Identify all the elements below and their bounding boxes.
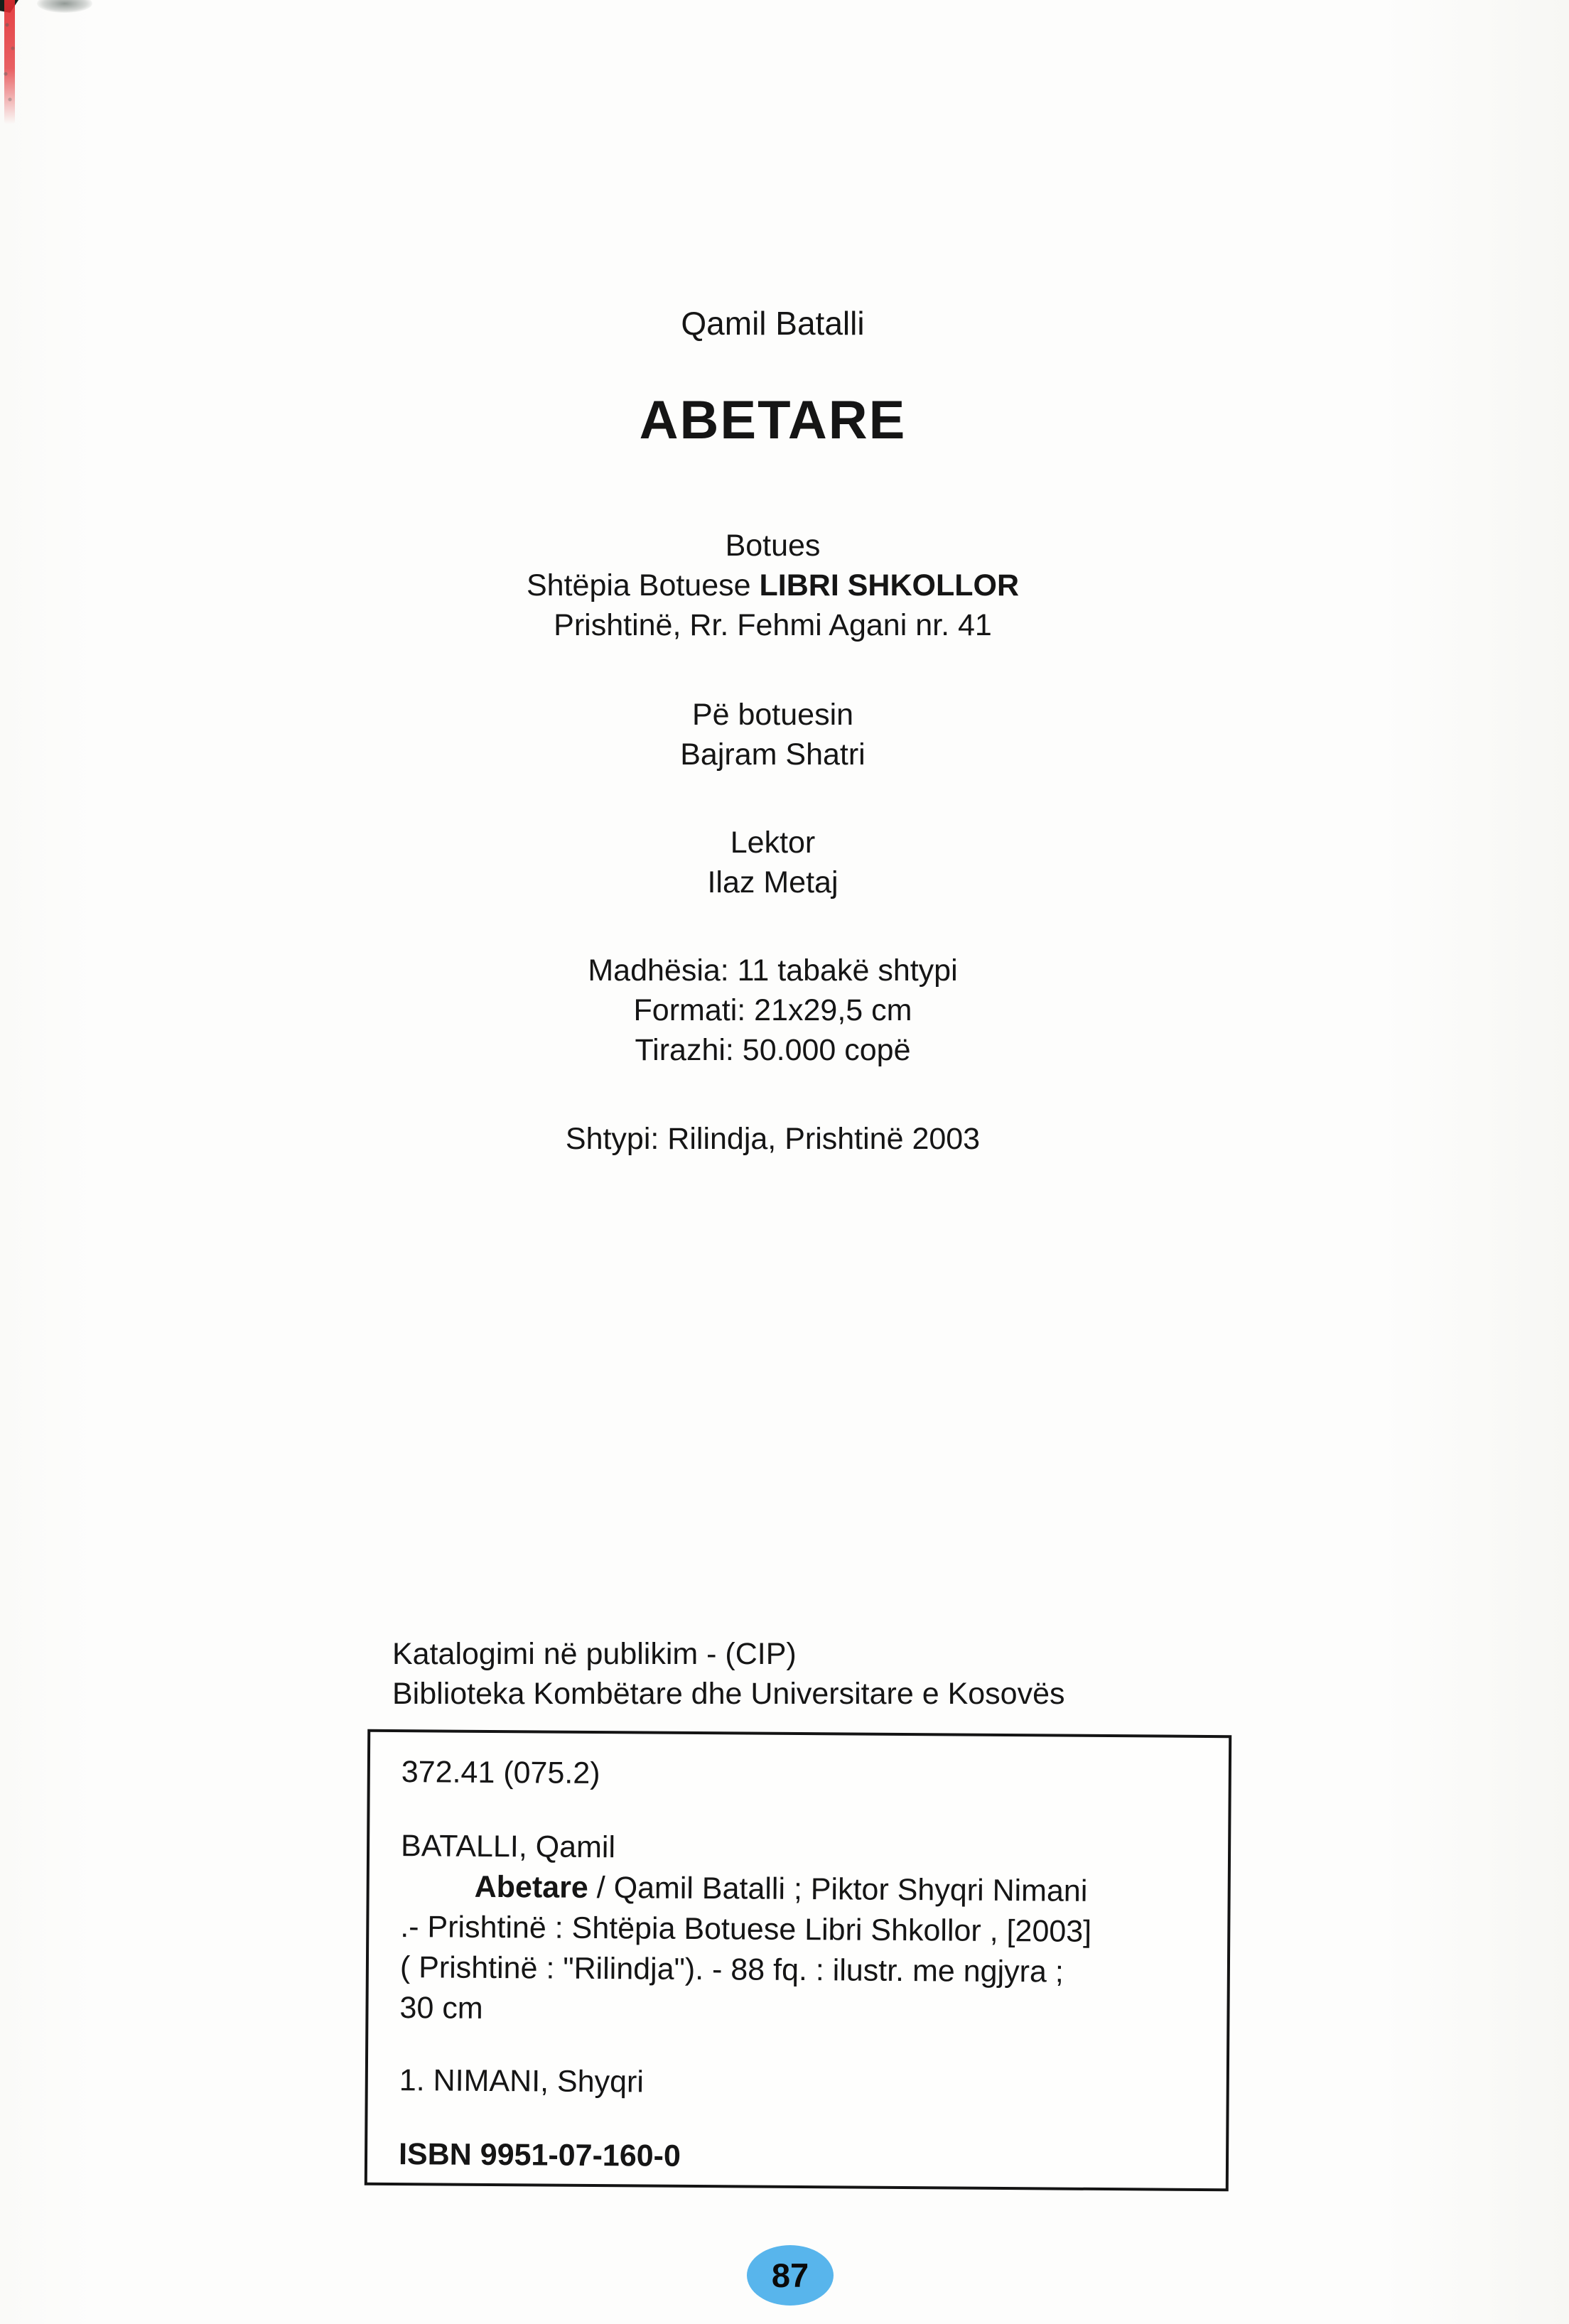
cip-heading-line2: Biblioteka Kombëtare dhe Universitare e Kosovës bbox=[392, 1677, 1065, 1711]
publisher-house-prefix: Shtëpia Botuese bbox=[526, 568, 760, 602]
for-publisher-name: Bajram Shatri bbox=[680, 737, 866, 772]
publisher-block bbox=[0, 526, 1546, 645]
publisher-house-name: LIBRI SHKOLLOR bbox=[759, 568, 1019, 602]
size-line: Madhësia: 11 tabakë shtypi bbox=[588, 953, 958, 988]
for-publisher-label: Pë botuesin bbox=[691, 698, 854, 732]
scan-edge-specks bbox=[0, 14, 21, 114]
editor-label: Lektor bbox=[730, 826, 816, 860]
publisher-label: Botues bbox=[725, 529, 821, 563]
format-line: Formati: 21x29,5 cm bbox=[633, 993, 912, 1027]
cip-isbn: ISBN 9951-07-160-0 bbox=[398, 2137, 681, 2173]
for-publisher-block bbox=[0, 695, 1546, 774]
printer-line: Shtypi: Rilindja, Prishtinë 2003 bbox=[565, 1122, 981, 1156]
publisher-address: Prishtinë, Rr. Fehmi Agani nr. 41 bbox=[554, 608, 992, 642]
page-number-badge bbox=[747, 2245, 834, 2306]
print-specs-block bbox=[0, 951, 1546, 1070]
publisher-house-line bbox=[0, 566, 1546, 605]
cip-heading-line1: Katalogimi në publikim - (CIP) bbox=[392, 1637, 797, 1671]
page-number: 87 bbox=[771, 2257, 809, 2294]
editor-name: Ilaz Metaj bbox=[707, 865, 839, 899]
cip-author-entry: BATALLI, Qamil bbox=[400, 1829, 616, 1865]
cip-title-bold: Abetare bbox=[474, 1869, 588, 1905]
cip-added-entry: 1. NIMANI, Shyqri bbox=[399, 2063, 645, 2099]
book-title: ABETARE bbox=[639, 390, 907, 450]
cip-classification: 372.41 (075.2) bbox=[401, 1755, 600, 1791]
cip-title-entry bbox=[475, 1867, 1207, 1913]
print-run-line: Tirazhi: 50.000 copë bbox=[635, 1033, 911, 1067]
cip-imprint-line2: ( Prishtinë : "Rilindja"). - 88 fq. : ilustr. me ngjyra ; bbox=[399, 1950, 1064, 1989]
cip-record-content bbox=[367, 1732, 1229, 2188]
cip-record-box bbox=[365, 1729, 1231, 2191]
cip-imprint-line1: .- Prishtinë : Shtëpia Botuese Libri Shkollor , [2003] bbox=[400, 1910, 1092, 1949]
cip-title-rest: / Qamil Batalli ; Piktor Shyqri Nimani bbox=[588, 1870, 1088, 1908]
cip-heading bbox=[392, 1634, 1065, 1714]
scan-smudge bbox=[37, 0, 92, 13]
author-name: Qamil Batalli bbox=[681, 305, 865, 342]
cip-imprint-line3: 30 cm bbox=[399, 1991, 483, 2026]
editor-block bbox=[0, 823, 1546, 902]
